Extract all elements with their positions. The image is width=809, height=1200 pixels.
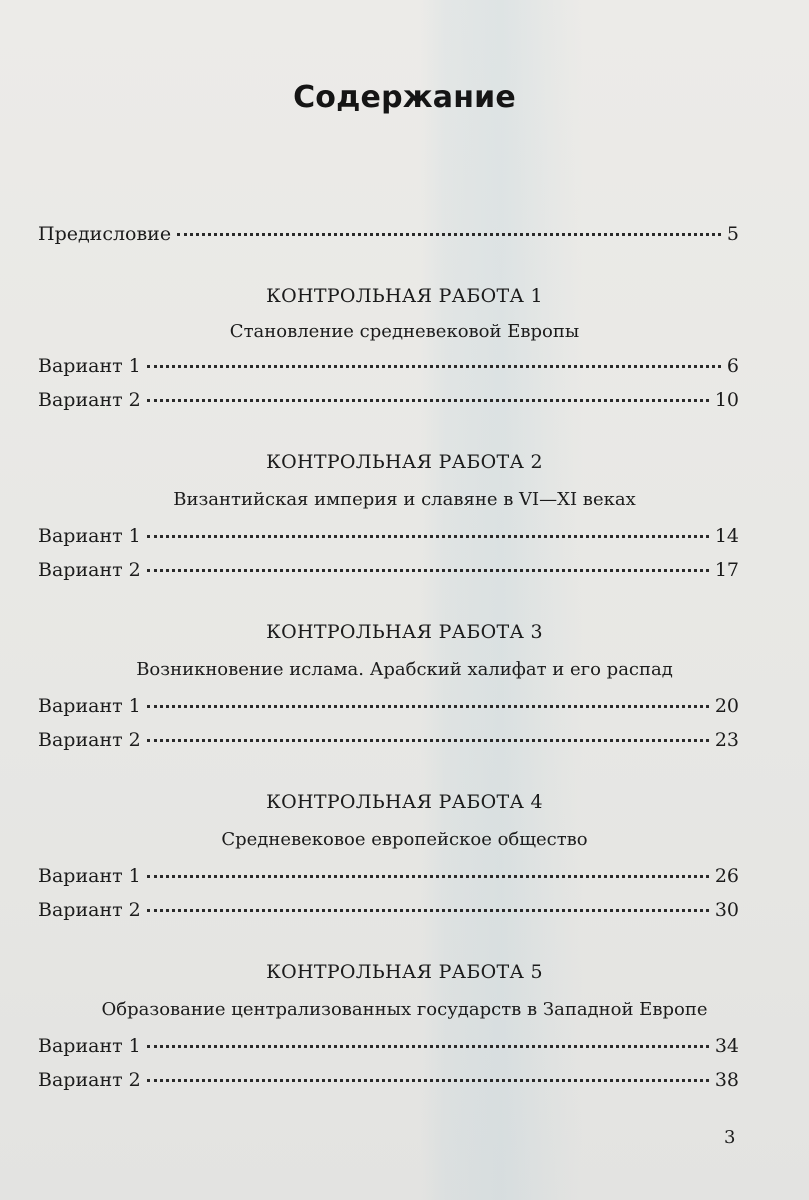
toc-entry-label: Вариант 2 [38, 389, 141, 411]
toc-entry-label: Вариант 1 [38, 525, 141, 547]
section-subtitle: Становление средневековой Европы [229, 321, 580, 342]
toc-entry-page: 26 [714, 865, 739, 887]
toc-entry [38, 1068, 739, 1092]
toc-entry [38, 524, 739, 548]
dot-leader [147, 569, 709, 572]
dot-leader [147, 535, 709, 538]
section-subtitle: Образование централизованных государств в Западной Европе [101, 999, 708, 1020]
toc-entry-label: Вариант 1 [38, 1035, 141, 1057]
page-number: 3 [724, 1127, 736, 1148]
toc-entry-page: 38 [714, 1069, 739, 1091]
dot-leader [147, 909, 709, 912]
section-heading: КОНТРОЛЬНАЯ РАБОТА 3 [266, 621, 543, 643]
section-heading: КОНТРОЛЬНАЯ РАБОТА 5 [266, 961, 543, 983]
section-heading: КОНТРОЛЬНАЯ РАБОТА 2 [266, 451, 543, 473]
toc-entry [38, 354, 739, 378]
section-subtitle: Возникновение ислама. Арабский халифат и его распад [136, 659, 673, 680]
toc-entry [38, 694, 739, 718]
dot-leader [147, 1079, 709, 1082]
toc-entry-label: Вариант 1 [38, 865, 141, 887]
toc-entry [38, 728, 739, 752]
toc-entry-page: 10 [714, 389, 739, 411]
dot-leader [147, 875, 709, 878]
toc-entry-page: 34 [714, 1035, 739, 1057]
dot-leader [147, 365, 721, 368]
dot-leader [147, 739, 709, 742]
dot-leader [147, 705, 709, 708]
toc-entry-label: Вариант 2 [38, 1069, 141, 1091]
toc-entry [38, 864, 739, 888]
toc-entry [38, 388, 739, 412]
toc-entry [38, 1034, 739, 1058]
section-heading: КОНТРОЛЬНАЯ РАБОТА 4 [266, 791, 543, 813]
toc-entry-label: Вариант 1 [38, 355, 141, 377]
section-subtitle: Византийская империя и славяне в VI—XI веках [173, 489, 636, 510]
dot-leader [177, 233, 721, 236]
page-title: Содержание [293, 80, 516, 115]
toc-entry-page: 14 [714, 525, 739, 547]
toc-entry-label: Вариант 1 [38, 695, 141, 717]
toc-entry-page: 6 [726, 355, 739, 377]
toc-entry-page: 20 [714, 695, 739, 717]
toc-entry-page: 5 [726, 223, 739, 245]
toc-entry-label: Вариант 2 [38, 729, 141, 751]
toc-entry-page: 30 [714, 899, 739, 921]
toc-entry-label: Вариант 2 [38, 899, 141, 921]
section-subtitle: Средневековое европейское общество [221, 829, 588, 850]
toc-entry-label: Вариант 2 [38, 559, 141, 581]
toc-entry-label: Предисловие [38, 223, 172, 245]
dot-leader [147, 1045, 709, 1048]
section-heading: КОНТРОЛЬНАЯ РАБОТА 1 [266, 285, 543, 307]
dot-leader [147, 399, 709, 402]
toc-entry [38, 898, 739, 922]
toc-entry-preface [38, 222, 739, 246]
toc-entry-page: 23 [714, 729, 739, 751]
toc-entry-page: 17 [714, 559, 739, 581]
toc-entry [38, 558, 739, 582]
